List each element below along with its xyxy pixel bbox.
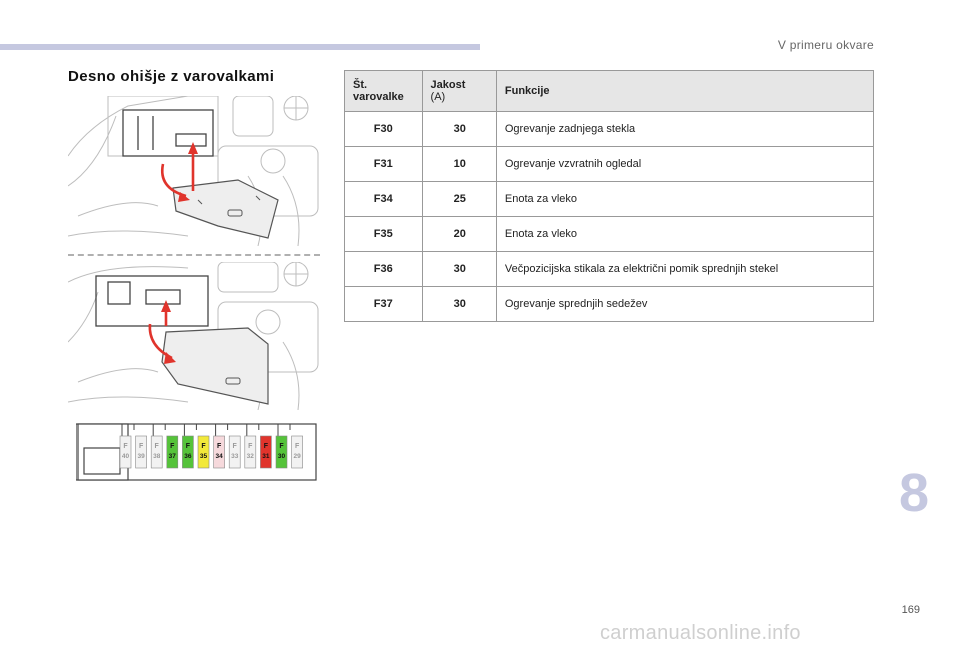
fuse-function: Ogrevanje zadnjega stekla: [496, 112, 873, 147]
fuse-number: F37: [345, 287, 423, 322]
fuse-function: Ogrevanje vzvratnih ogledal: [496, 147, 873, 182]
table-row: [345, 217, 874, 252]
svg-text:30: 30: [277, 453, 286, 460]
fuse-slot-31: [260, 436, 271, 468]
svg-text:40: 40: [121, 453, 130, 460]
svg-text:33: 33: [231, 453, 239, 460]
chapter-header-bar: [0, 44, 480, 50]
svg-text:F: F: [248, 443, 253, 450]
section-title: Desno ohišje z varovalkami: [68, 68, 275, 85]
fuse-table: [344, 70, 874, 322]
fuse-function: Enota za vleko: [496, 182, 873, 217]
svg-text:32: 32: [246, 453, 254, 460]
svg-text:31: 31: [262, 453, 270, 460]
table-row: [345, 182, 874, 217]
header-fuse-number: Št. varovalke: [345, 71, 423, 112]
fuse-number: F36: [345, 252, 423, 287]
fuse-amperage: 30: [422, 287, 496, 322]
fuse-amperage: 30: [422, 112, 496, 147]
fuse-slot-39: [136, 436, 147, 468]
fusebox-access-illustration-top: [68, 96, 320, 246]
svg-text:F: F: [154, 443, 159, 450]
watermark: carmanualsonline.info: [600, 622, 801, 644]
fuse-amperage: 30: [422, 252, 496, 287]
svg-text:34: 34: [215, 453, 223, 460]
svg-text:37: 37: [168, 453, 176, 460]
fuse-function: Ogrevanje sprednjih sedežev: [496, 287, 873, 322]
page-number: 169: [901, 604, 920, 616]
svg-text:F: F: [232, 443, 237, 450]
svg-text:F: F: [216, 443, 222, 450]
fuse-number: F35: [345, 217, 423, 252]
chapter-title: V primeru okvare: [777, 38, 874, 52]
header-amperage: Jakost (A): [422, 71, 496, 112]
table-header-row: [345, 71, 874, 112]
fuse-slot-33: [229, 436, 240, 468]
svg-text:F: F: [185, 443, 191, 450]
svg-text:F: F: [170, 443, 175, 450]
fusebox-diagram: [76, 418, 318, 482]
fuse-slot-29: [292, 436, 303, 468]
fuse-number: F34: [345, 182, 423, 217]
svg-text:F: F: [263, 443, 269, 450]
fuse-function: Enota za vleko: [496, 217, 873, 252]
svg-text:35: 35: [199, 453, 208, 460]
svg-text:39: 39: [137, 453, 145, 460]
header-functions: Funkcije: [496, 71, 873, 112]
fuse-slot-37: [167, 436, 178, 468]
table-row: [345, 112, 874, 147]
fuse-amperage: 20: [422, 217, 496, 252]
svg-text:F: F: [138, 443, 144, 450]
table-row: [345, 252, 874, 287]
fuse-amperage: 25: [422, 182, 496, 217]
svg-text:F: F: [123, 443, 128, 450]
fuse-number: F30: [345, 112, 423, 147]
fuse-function: Večpozicijska stikala za električni pomik sprednjih stekel: [496, 252, 873, 287]
fuse-amperage: 10: [422, 147, 496, 182]
fuse-slot-35: [198, 436, 209, 468]
svg-text:38: 38: [153, 453, 161, 460]
fuse-number: F31: [345, 147, 423, 182]
svg-text:F: F: [201, 443, 206, 450]
table-row: [345, 147, 874, 182]
svg-text:29: 29: [293, 453, 301, 460]
table-row: [345, 287, 874, 322]
chapter-number: 8: [898, 463, 930, 523]
svg-text:36: 36: [184, 453, 192, 460]
fusebox-access-illustration-bottom: [68, 262, 320, 410]
svg-text:F: F: [279, 443, 284, 450]
svg-text:F: F: [294, 443, 300, 450]
illustration-divider: [68, 254, 320, 256]
